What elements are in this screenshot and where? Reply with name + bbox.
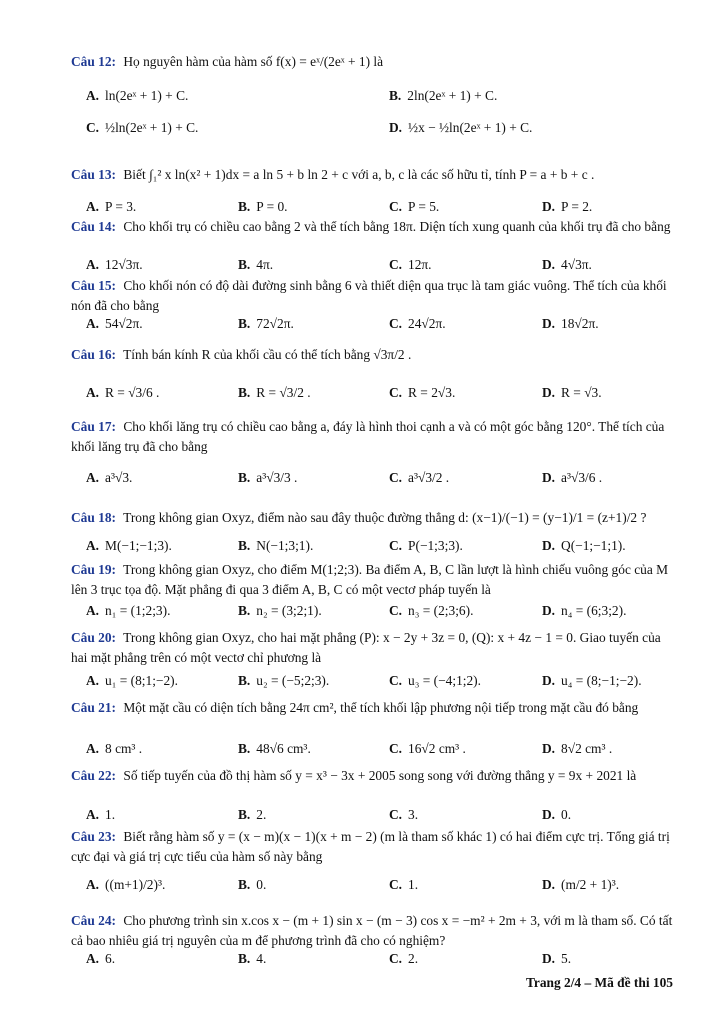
option-a[interactable]: A. 6. (86, 951, 116, 966)
option-b[interactable]: B. u₂ = (−5;2;3). (238, 673, 330, 688)
option-d[interactable]: D. 8√2 cm³ . (542, 741, 613, 756)
question-text: Trong không gian Oxyz, cho điểm M(1;2;3). Ba điểm A, B, C lần lượt là hình chiếu vuông góc của M lên 3 trục tọa độ. Mặt phẳng đi qua 3 điểm A, B, C có một vectơ pháp tuyến là (71, 562, 669, 597)
option-c[interactable]: C. 2. (389, 951, 419, 966)
question-label: Câu 17: (71, 419, 117, 434)
options-row (86, 120, 676, 142)
option-c[interactable]: C. P(−1;3;3). (389, 538, 463, 553)
question-14 (71, 217, 673, 237)
question-21 (71, 698, 673, 718)
option-b[interactable]: B. n₂ = (3;2;1). (238, 603, 322, 618)
question-label: Câu 23: (71, 829, 117, 844)
question-text: Cho khối trụ có chiều cao bằng 2 và thể tích bằng 18π. Diện tích xung quanh của khối trụ đã cho bằng (123, 219, 671, 234)
option-d[interactable]: D. 4√3π. (542, 257, 592, 272)
option-c[interactable]: C. R = 2√3. (389, 385, 456, 400)
option-c[interactable]: C. a³√3/2 . (389, 470, 450, 485)
option-c[interactable]: C. 12π. (389, 257, 432, 272)
option-d[interactable]: D. (m/2 + 1)³. (542, 877, 620, 892)
question-label: Câu 21: (71, 700, 117, 715)
question-label: Câu 15: (71, 278, 117, 293)
option-b[interactable]: B. P = 0. (238, 199, 288, 214)
question-label: Câu 16: (71, 347, 117, 362)
question-label: Câu 12: (71, 54, 117, 69)
question-label: Câu 19: (71, 562, 117, 577)
question-22 (71, 766, 673, 786)
option-a[interactable]: A. P = 3. (86, 199, 137, 214)
options-row (86, 951, 676, 973)
question-18 (71, 508, 673, 528)
option-a[interactable]: A. u₁ = (8;1;−2). (86, 673, 178, 688)
option-b[interactable]: B. R = √3/2 . (238, 385, 311, 400)
question-24 (71, 911, 673, 951)
option-a[interactable]: A. ((m+1)/2)³. (86, 877, 166, 892)
question-text: Tính bán kính R của khối cầu có thể tích bằng √3π/2 . (123, 347, 412, 362)
options-row (86, 470, 676, 492)
option-c[interactable]: C. 1. (389, 877, 419, 892)
question-text: Trong không gian Oxyz, điểm nào sau đây thuộc đường thẳng d: (x−1)/(−1) = (y−1)/1 = (z+1)/2 ? (123, 510, 647, 525)
option-a[interactable]: A. 12√3π. (86, 257, 143, 272)
option-c[interactable]: C. ½ln(2eˣ + 1) + C. (86, 120, 199, 135)
question-19 (71, 560, 673, 600)
option-d[interactable]: D. u₄ = (8;−1;−2). (542, 673, 642, 688)
question-23 (71, 827, 673, 867)
option-d[interactable]: D. a³√3/6 . (542, 470, 603, 485)
option-c[interactable]: C. P = 5. (389, 199, 440, 214)
options-row (86, 807, 676, 829)
question-text: Cho khối nón có độ dài đường sinh bằng 6 và thiết diện qua trục là tam giác vuông. Thể tích của khối nón đã cho bằng (71, 278, 667, 313)
option-a[interactable]: A. 54√2π. (86, 316, 143, 331)
option-c[interactable]: C. n₃ = (2;3;6). (389, 603, 474, 618)
option-a[interactable]: A. a³√3. (86, 470, 133, 485)
question-label: Câu 22: (71, 768, 117, 783)
options-row (86, 316, 676, 338)
options-row (86, 538, 676, 560)
option-b[interactable]: B. 72√2π. (238, 316, 294, 331)
question-text: Trong không gian Oxyz, cho hai mặt phẳng (P): x − 2y + 3z = 0, (Q): x + 4z − 1 = 0. Giao tuyến của hai mặt phẳng trên có một vectơ chỉ phương là (71, 630, 661, 665)
option-b[interactable]: B. a³√3/3 . (238, 470, 298, 485)
option-b[interactable]: B. N(−1;3;1). (238, 538, 314, 553)
option-b[interactable]: B. 2ln(2eˣ + 1) + C. (389, 88, 498, 103)
option-d[interactable]: D. ½x − ½ln(2eˣ + 1) + C. (389, 120, 533, 135)
question-17 (71, 417, 673, 457)
option-a[interactable]: A. n₁ = (1;2;3). (86, 603, 171, 618)
question-text: Cho khối lăng trụ có chiều cao bằng a, đáy là hình thoi cạnh a và có một góc bằng 120°. Thể tích của khối lăng trụ đã cho bằng (71, 419, 665, 454)
option-d[interactable]: D. n₄ = (6;3;2). (542, 603, 627, 618)
question-text: Một mặt cầu có diện tích bằng 24π cm², thể tích khối lập phương nội tiếp trong mặt cầu đó bằng (123, 700, 639, 715)
options-row (86, 673, 676, 695)
options-row (86, 741, 676, 763)
option-c[interactable]: C. 3. (389, 807, 419, 822)
question-text: Biết rằng hàm số y = (x − m)(x − 1)(x + m − 2) (m là tham số khác 1) có hai điểm cực trị. Tổng giá trị cực đại và giá trị cực tiểu của hàm số này bằng (71, 829, 670, 864)
option-d[interactable]: D. 5. (542, 951, 572, 966)
question-text: Họ nguyên hàm của hàm số f(x) = eˣ/(2eˣ + 1) là (123, 54, 384, 69)
option-d[interactable]: D. P = 2. (542, 199, 593, 214)
option-b[interactable]: B. 2. (238, 807, 267, 822)
question-text: Biết ∫₁² x ln(x² + 1)dx = a ln 5 + b ln 2 + c với a, b, c là các số hữu tỉ, tính P = a + b + c . (123, 167, 595, 182)
question-13 (71, 165, 673, 185)
option-b[interactable]: B. 4π. (238, 257, 274, 272)
question-15 (71, 276, 673, 316)
question-text: Cho phương trình sin x.cos x − (m + 1) sin x − (m − 3) cos x = −m² + 2m + 3, với m là tham số. Có tất cả bao nhiêu giá trị nguyên của m để phương trình đã cho có nghiệm? (71, 913, 673, 948)
option-b[interactable]: B. 0. (238, 877, 267, 892)
option-a[interactable]: A. 1. (86, 807, 116, 822)
option-d[interactable]: D. 18√2π. (542, 316, 599, 331)
question-label: Câu 20: (71, 630, 117, 645)
question-label: Câu 14: (71, 219, 117, 234)
question-16 (71, 345, 673, 365)
option-a[interactable]: A. R = √3/6 . (86, 385, 160, 400)
page-footer: Trang 2/4 – Mã đề thi 105 (525, 975, 673, 990)
question-label: Câu 13: (71, 167, 117, 182)
question-20 (71, 628, 673, 668)
options-row (86, 603, 676, 625)
options-row (86, 385, 676, 407)
option-c[interactable]: C. u₃ = (−4;1;2). (389, 673, 481, 688)
option-a[interactable]: A. ln(2eˣ + 1) + C. (86, 88, 189, 103)
option-a[interactable]: A. M(−1;−1;3). (86, 538, 172, 553)
option-d[interactable]: D. 0. (542, 807, 572, 822)
options-row (86, 877, 676, 899)
question-label: Câu 24: (71, 913, 117, 928)
option-a[interactable]: A. 8 cm³ . (86, 741, 143, 756)
option-c[interactable]: C. 16√2 cm³ . (389, 741, 466, 756)
options-row (86, 88, 676, 110)
question-label: Câu 18: (71, 510, 117, 525)
question-text: Số tiếp tuyến của đồ thị hàm số y = x³ − 3x + 2005 song song với đường thẳng y = 9x + 2021 là (123, 768, 637, 783)
option-b[interactable]: B. 48√6 cm³. (238, 741, 311, 756)
question-12 (71, 52, 673, 72)
option-b[interactable]: B. 4. (238, 951, 267, 966)
option-d[interactable]: D. R = √3. (542, 385, 602, 400)
option-c[interactable]: C. 24√2π. (389, 316, 446, 331)
option-d[interactable]: D. Q(−1;−1;1). (542, 538, 626, 553)
